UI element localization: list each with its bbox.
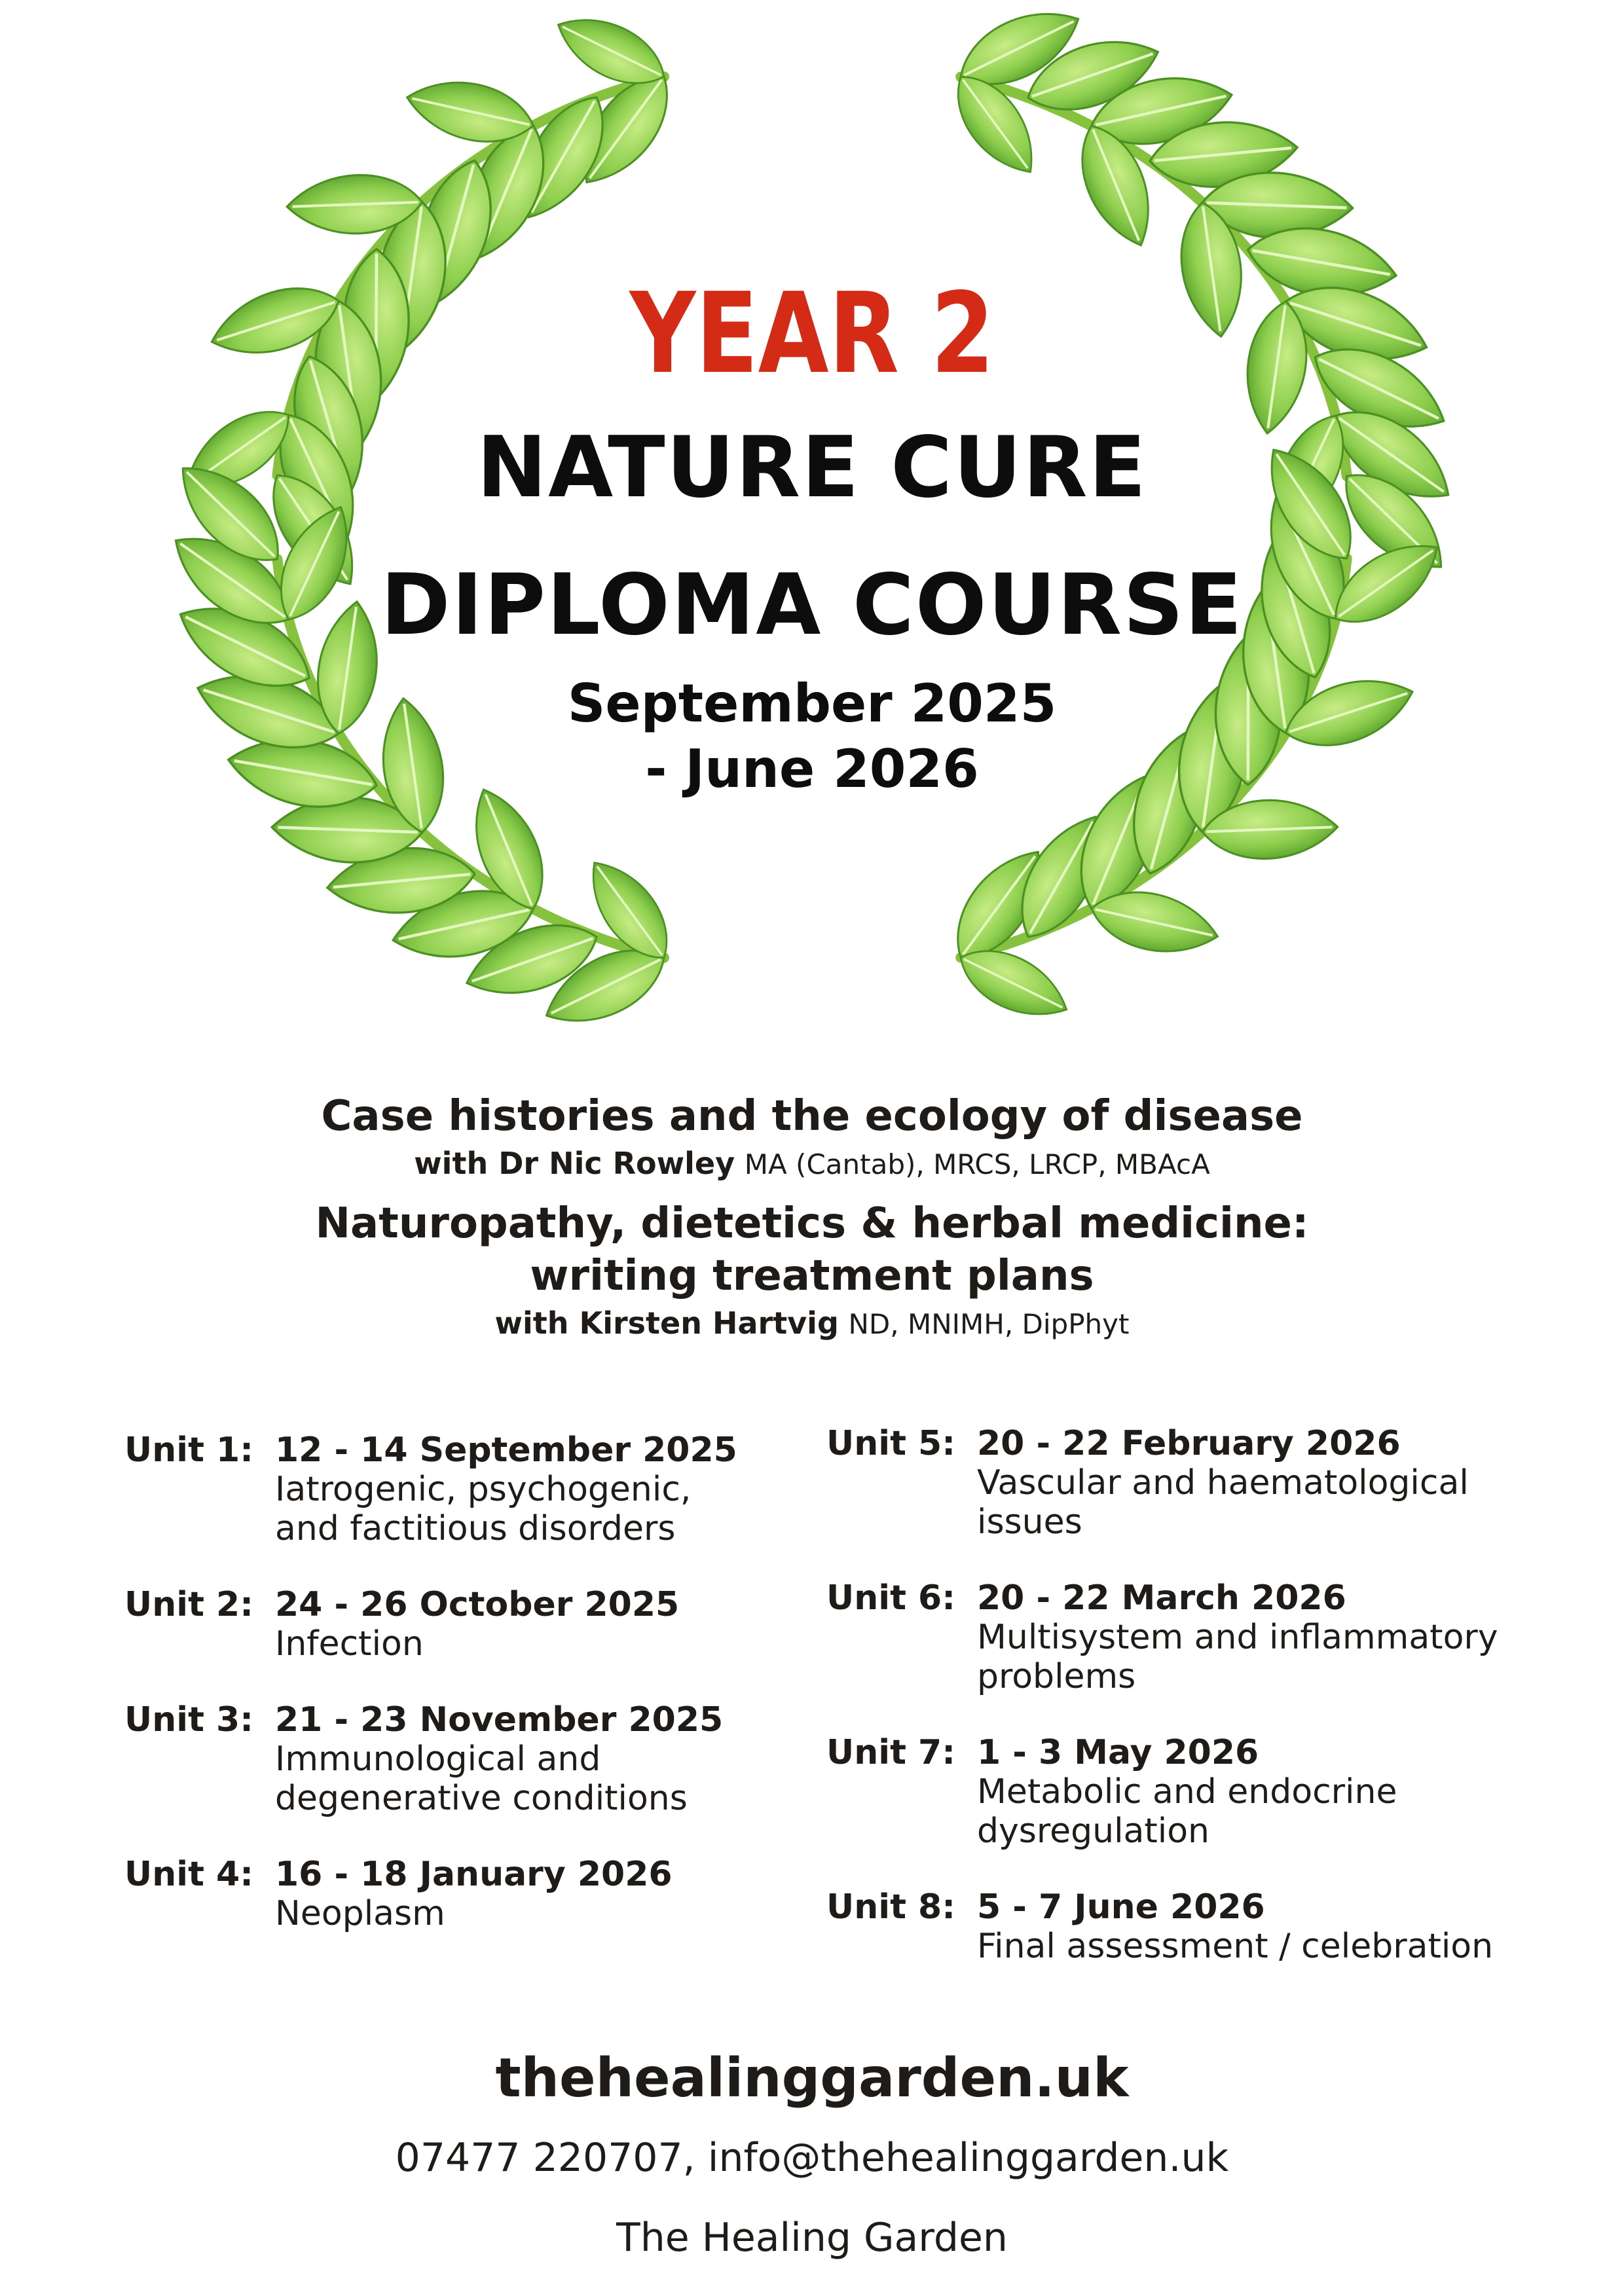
unit-label: Unit 5: [826,1424,956,1463]
unit-topic: Infection [275,1624,424,1664]
unit-label: Unit 2: [124,1585,254,1624]
unit-topic: Iatrogenic, psychogenic, [275,1470,692,1509]
module-1-tutor [0,1142,1624,1186]
year-heading: YEAR 2 [629,269,995,399]
unit-entry [826,1424,1579,1542]
tutor-name: with Kirsten Hartvig [494,1305,839,1341]
unit-topic: problems [977,1657,1136,1696]
unit-entry [124,1585,779,1664]
course-dates-start: September 2025 [567,673,1057,734]
unit-topic: issues [977,1503,1082,1542]
unit-date: 21 - 23 November 2025 [275,1700,724,1740]
unit-topic: and factitious disorders [275,1509,676,1548]
unit-date: 20 - 22 February 2026 [977,1424,1401,1463]
unit-label: Unit 6: [826,1578,956,1618]
unit-date: 1 - 3 May 2026 [977,1733,1259,1772]
laurel-wreath-illustration [0,0,1624,1074]
module-1-title: Case histories and the ecology of disease [321,1092,1303,1140]
unit-schedule-right [826,1424,1579,2003]
unit-date: 20 - 22 March 2026 [977,1578,1346,1618]
unit-topic: Metabolic and endocrine [977,1772,1397,1812]
unit-schedule-left [124,1430,779,1970]
unit-topic: degenerative conditions [275,1779,688,1818]
unit-label: Unit 7: [826,1733,956,1772]
unit-entry [826,1733,1579,1851]
course-title-line-2: DIPLOMA COURSE [380,556,1244,654]
tutor-qualifications: MA (Cantab), MRCS, LRCP, MBAcA [744,1148,1210,1180]
unit-topic: Neoplasm [275,1894,445,1933]
unit-date: 24 - 26 October 2025 [275,1585,680,1624]
unit-topic: Immunological and [275,1740,601,1779]
unit-topic: dysregulation [977,1812,1209,1851]
unit-entry [124,1430,779,1548]
module-2-title-line-1: Naturopathy, dietetics & herbal medicine: [315,1199,1309,1248]
unit-label: Unit 1: [124,1430,254,1470]
unit-topic: Multisystem and inflammatory [977,1618,1498,1657]
course-dates-end: - June 2026 [645,738,979,799]
unit-entry [124,1855,779,1933]
organisation-name: The Healing Garden [616,2215,1008,2261]
unit-entry [826,1578,1579,1696]
contact-details[interactable]: 07477 220707, info@thehealinggarden.uk [395,2135,1229,2181]
website-link[interactable]: thehealinggarden.uk [495,2047,1129,2109]
unit-topic: Vascular and haematological [977,1463,1469,1503]
unit-label: Unit 4: [124,1855,254,1894]
course-title-line-1: NATURE CURE [477,419,1147,517]
course-modules [0,1090,1624,1357]
unit-label: Unit 3: [124,1700,254,1740]
module-2-tutor [0,1302,1624,1345]
tutor-name: with Dr Nic Rowley [414,1146,735,1181]
unit-date: 5 - 7 June 2026 [977,1887,1265,1927]
module-2-title-line-2: writing treatment plans [530,1252,1094,1300]
unit-topic: Final assessment / celebration [977,1927,1494,1966]
unit-label: Unit 8: [826,1887,956,1927]
unit-entry [124,1700,779,1818]
unit-date: 16 - 18 January 2026 [275,1855,673,1894]
unit-date: 12 - 14 September 2025 [275,1430,737,1470]
unit-entry [826,1887,1579,1966]
tutor-qualifications: ND, MNIMH, DipPhyt [848,1308,1130,1340]
